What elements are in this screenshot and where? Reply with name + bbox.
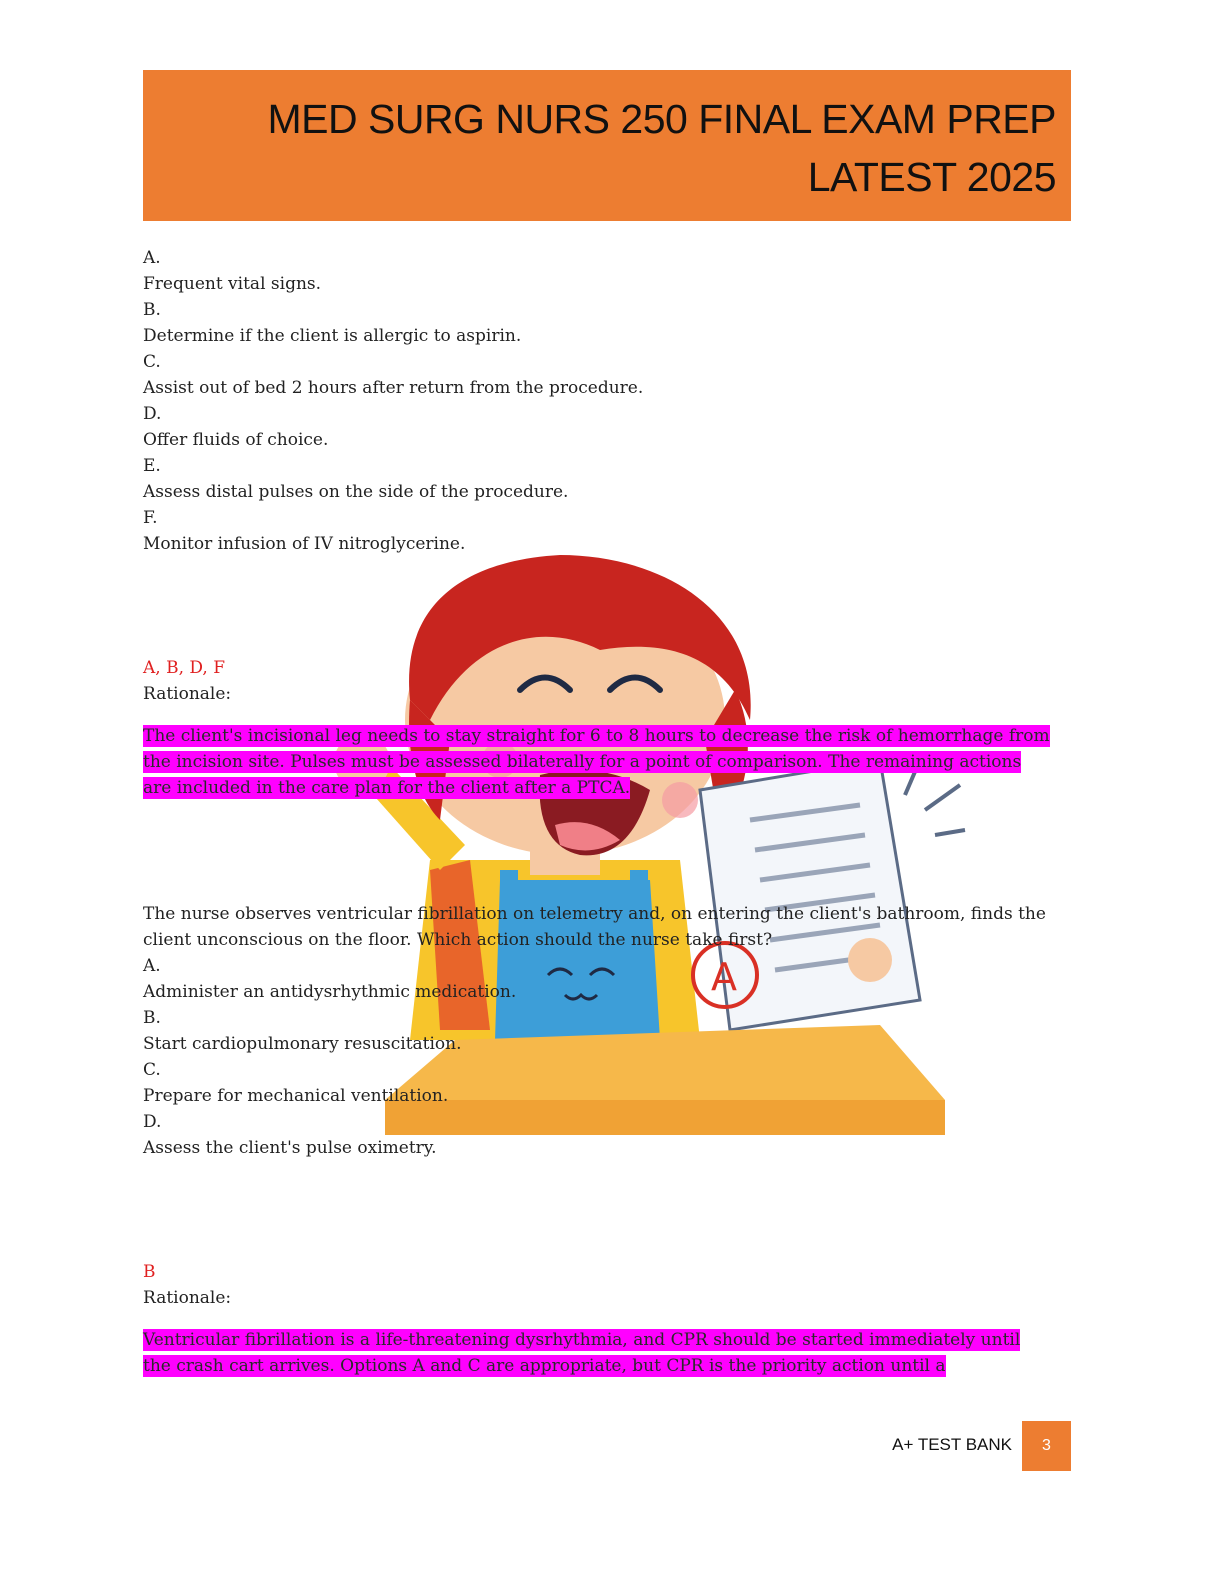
q1-option-f-text: Monitor infusion of IV nitroglycerine. (143, 534, 466, 554)
q1-option-c-letter: C. (143, 352, 161, 372)
q2-rationale-line-2: the crash cart arrives. Options A and C are appropriate, but CPR is the priority action until a (143, 1356, 946, 1376)
title-line-1: MED SURG NURS 250 FINAL EXAM PREP (267, 96, 1056, 142)
q1-rationale-line-3: are included in the care plan for the client after a PTCA. (143, 778, 631, 798)
q1-option-d-text: Offer fluids of choice. (143, 430, 329, 450)
q2-option-b-letter: B. (143, 1008, 161, 1028)
q1-rationale-label: Rationale: (143, 684, 232, 704)
q1-rationale-line-1: The client's incisional leg needs to stay straight for 6 to 8 hours to decrease the risk of hemorrhage from (143, 726, 1050, 746)
q2-answer: B (143, 1262, 156, 1282)
q2-option-c-text: Prepare for mechanical ventilation. (143, 1086, 449, 1106)
q2-stem-line-1: The nurse observes ventricular fibrillation on telemetry and, on entering the client's bathroom, finds the (143, 904, 1046, 924)
document-body (143, 245, 1073, 1379)
svg-text:A: A (711, 955, 737, 999)
q1-option-a-letter: A. (143, 248, 161, 268)
q1-option-f-letter: F. (143, 508, 158, 528)
q2-rationale-text (143, 1327, 1073, 1379)
q1-option-a-text: Frequent vital signs. (143, 274, 322, 294)
q1-option-b-letter: B. (143, 300, 161, 320)
q1-rationale-line-2: the incision site. Pulses must be assessed bilaterally for a point of comparison. The remaining actions (143, 752, 1022, 772)
q1-option-e-letter: E. (143, 456, 161, 476)
footer-label: A+ TEST BANK (892, 1435, 1012, 1454)
q2-option-d-letter: D. (143, 1112, 162, 1132)
title-line-2: LATEST 2025 (807, 154, 1056, 200)
q2-option-d-text: Assess the client's pulse oximetry. (143, 1138, 437, 1158)
q2-rationale-line-1: Ventricular fibrillation is a life-threatening dysrhythmia, and CPR should be started immediately until (143, 1330, 1021, 1350)
page-number: 3 (1022, 1421, 1071, 1471)
q2-option-b-text: Start cardiopulmonary resuscitation. (143, 1034, 462, 1054)
q1-answer: A, B, D, F (143, 658, 226, 678)
q1-rationale-text (143, 723, 1073, 801)
q2-option-a-text: Administer an antidysrhythmic medication. (143, 982, 517, 1002)
q1-option-e-text: Assess distal pulses on the side of the procedure. (143, 482, 569, 502)
q1-option-b-text: Determine if the client is allergic to aspirin. (143, 326, 522, 346)
q2-rationale-label: Rationale: (143, 1288, 232, 1308)
q1-option-c-text: Assist out of bed 2 hours after return from the procedure. (143, 378, 644, 398)
q2-option-c-letter: C. (143, 1060, 161, 1080)
q2-option-a-letter: A. (143, 956, 161, 976)
q2-stem-line-2: client unconscious on the floor. Which action should the nurse take first? (143, 930, 773, 950)
q1-option-d-letter: D. (143, 404, 162, 424)
